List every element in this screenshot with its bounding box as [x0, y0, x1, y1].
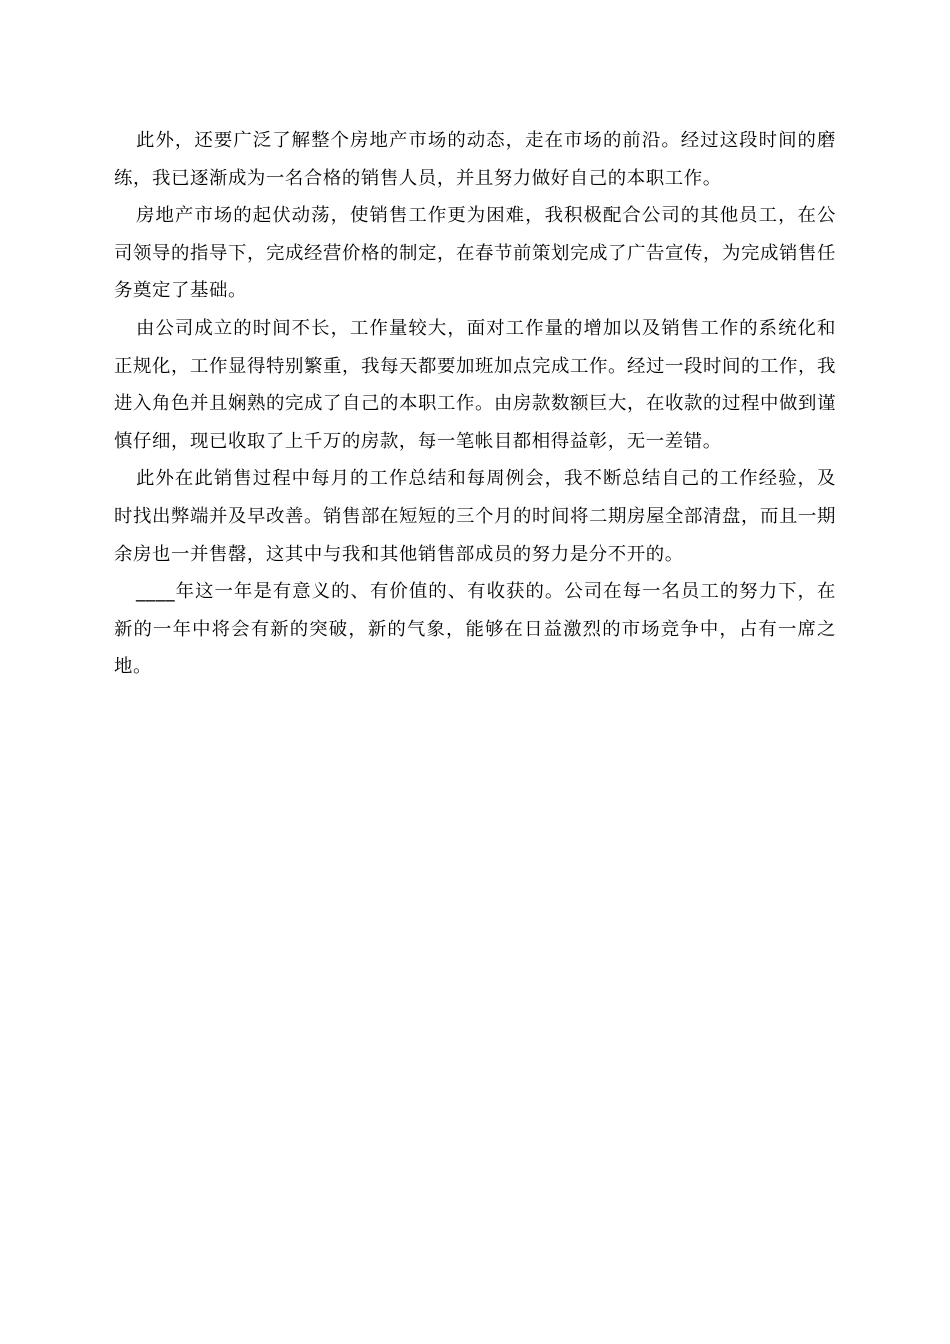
paragraph-workload: 由公司成立的时间不长，工作量较大，面对工作量的增加以及销售工作的系统化和正规化，工作显得特别繁重，我每天都要加班加点完成工作。经过一段时间的工作，我进入角色并且娴熟的完成了自己的本职工作。由房款数额巨大，在收款的过程中做到谨慎仔细，现已收取了上千万的房款，每一笔帐目都相得益彰，无一差错。	[114, 317, 836, 452]
paragraph-sales-results: 此外在此销售过程中每月的工作总结和每周例会，我不断总结自己的工作经验，及时找出弊端并及早改善。销售部在短短的三个月的时间将二期房屋全部清盘，而且一期余房也一并售罄，这其中与我和其他销售部成员的努力是分不开的。	[114, 468, 836, 565]
paragraph-price-planning: 房地产市场的起伏动荡，使销售工作更为困难，我积极配合公司的其他员工，在公司领导的指导下，完成经营价格的制定，在春节前策划完成了广告宣传，为完成销售任务奠定了基础。	[114, 205, 836, 302]
paragraph-market-dynamics: 此外，还要广泛了解整个房地产市场的动态，走在市场的前沿。经过这段时间的磨练，我已逐渐成为一名合格的销售人员，并且努力做好自己的本职工作。	[114, 130, 836, 189]
document-body	[114, 122, 836, 686]
paragraph-year-summary: ____年这一年是有意义的、有价值的、有收获的。公司在每一名员工的努力下，在新的一年中将会有新的突破，新的气象，能够在日益激烈的市场竞争中，占有一席之地。	[114, 581, 836, 678]
